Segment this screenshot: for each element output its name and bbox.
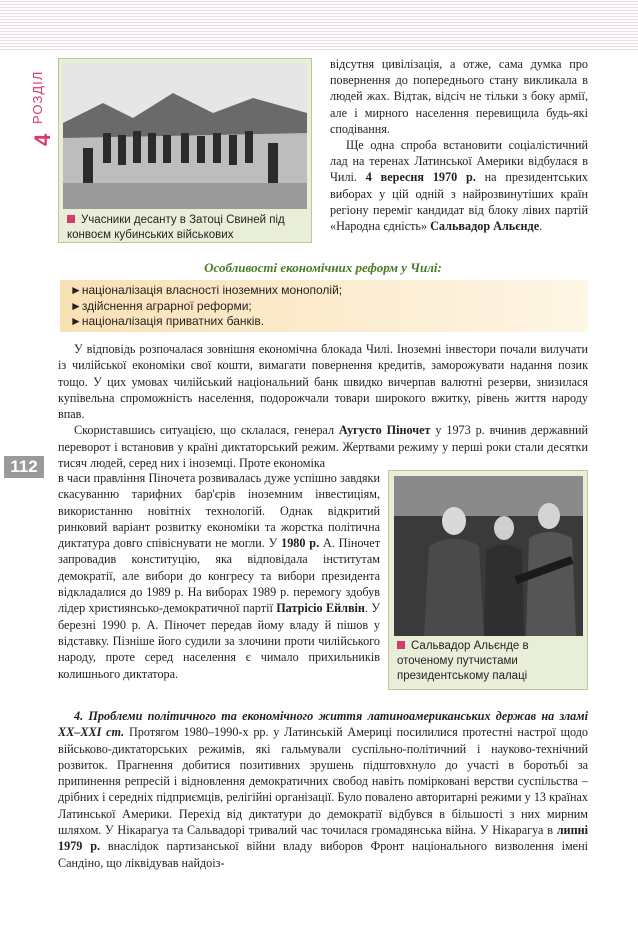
- date-bold: липні 1979 р.: [58, 823, 589, 854]
- paragraph-blockade: У відповідь розпочалася зовнішня економічна блокада Чилі. Іноземні інвестори почали вилучати із чилійської економіки свої кошти, вимагати повернення кредитів, заморожувати надання позик тощо. У цих умовах чилійський національний банк швидко вичерпав валютні резерви, знизилася купівельна спроможність населення, подорожчали товари широкого вжитку, рівень життя народу впав.: [58, 342, 588, 422]
- chapter-marker: [30, 62, 55, 152]
- text-span: в часи правління Піночета розвивалась дуже успішно завдяки скасуванню тарифних бар'єрів іноземним інвестиціям, використанню новітніх технологій. Однак відкритий ринковий варіант розвитку економіки та жорстка політична диктатура довго співіснувати не могли. У: [58, 471, 380, 551]
- reform-item: ►націоналізація приватних банків.: [70, 314, 265, 328]
- chapter-label: РОЗДІЛ: [30, 70, 45, 124]
- reform-item: ►націоналізація власності іноземних монополій;: [70, 283, 343, 297]
- right-paragraph-1: відсутня цивілізація, а отже, сама думка про повернення до попереднього стану викликала в людей жах. Відтак, відсіч не тільки з боку армії, але і мирного населення перевищила будь-які сподівання.: [330, 57, 588, 136]
- name-bold: Патрісіо Ейлвін: [276, 601, 365, 616]
- photo-image-prisoners: [63, 63, 307, 209]
- name-bold: Сальвадор Альєнде: [430, 219, 540, 234]
- caption-bullet-icon: [397, 641, 405, 649]
- text-span: Ще одна спроба встановити соціалістичний лад на теренах Латинської Америки відбулася в Чилі.: [330, 138, 588, 185]
- photo2-caption: [397, 639, 583, 684]
- text-span: Протягом 1980–1990-х рр. у Латинській Америці посилилися протестні настрої щодо військово-диктаторських режимів, які гальмували суспільно-політичний і науково-технічний розвиток. Прагнення добитися позитивних зрушень підштовхнуло до участі в боротьбі за припинення репресій і відновлення демократичних свобод навіть поміркованi верстви суспільства – дрібних і середніх підприємців, релігійні організації. Було повалено авторитарні режими у 13 країнах Латинської Америки. Перехід від диктатури до демократії відбувся в більшості з них мирним шляхом. У Нікарагуа та Сальвадорі тривалий час точилася громадянська війна. У Нікарагуа в: [58, 725, 588, 838]
- text-span: Скориставшись ситуацією, що склалася, генерал: [74, 423, 335, 438]
- left-column-text: [58, 470, 380, 682]
- section-4-heading: 4. Проблеми політичного та економічного життя латиноамериканських держав на зламі XX–XXI ст.: [58, 709, 588, 740]
- reforms-box: [60, 280, 588, 332]
- caption-bullet-icon: [67, 215, 75, 223]
- right-column-text: [330, 56, 588, 234]
- photo-allende: [388, 470, 588, 690]
- text-span: . У березні 1990 р. А. Піночет передав йому владу й пішов у відставку. Пізніше його судили за злочини проти чилійського народу, проте серед населення є чимало прихильників колишнього диктатора.: [58, 601, 380, 681]
- text-span: А. Піночет запровадив конституцію, яка відповідала інститутам демократії, але вибори до конгресу та вибори президента відкладалися до 1989 р. На виборах 1989 р. перемогу здобув лідер християнсько-демократичної партії: [58, 536, 381, 616]
- right-paragraph-2: [330, 137, 588, 234]
- section-4-text: [58, 708, 588, 871]
- date-bold: 4 вересня 1970 р.: [365, 170, 476, 185]
- text-span: внаслідок партизанської війни владу виборов Фронт національного визволення імені Сандіно, що ліквідував найдоіз-: [58, 839, 588, 870]
- body-text-upper: [58, 341, 588, 471]
- date-bold: 1980 р.: [281, 536, 320, 551]
- paragraph-pinochet: [58, 422, 588, 471]
- top-decorative-stripe: [0, 0, 638, 50]
- photo1-caption: [67, 213, 307, 243]
- paragraph-section-4: [58, 708, 588, 871]
- text-span: на президентських виборах у цій одній з найрозвинутіших країн регіону переміг кандидат від блоку лівих партій «Народна єдність»: [330, 170, 589, 234]
- photo-bay-of-pigs: [58, 58, 312, 243]
- reform-item: ►здійснення аграрної реформи;: [70, 298, 252, 313]
- section-title: Особливості економічних реформ у Чилі:: [204, 260, 442, 275]
- photo2-caption-text: Сальвадор Альєнде в оточеному путчистами президентському палаці: [397, 640, 529, 682]
- name-bold: Аугусто Піночет: [338, 423, 431, 438]
- photo1-caption-text: Учасники десанту в Затоці Свиней під конвоєм кубинських військових: [67, 214, 285, 241]
- text-span: .: [539, 219, 543, 234]
- page-number: 112: [4, 456, 44, 478]
- text-span: у 1973 р. вчинив державний переворот і встановив у країні диктаторський режим. Жертвами режиму у перші роки стали десятки тисяч людей, серед них і іноземці. Проте економіка: [58, 423, 589, 471]
- photo-image-allende: [394, 476, 583, 636]
- chapter-number: 4: [30, 133, 55, 146]
